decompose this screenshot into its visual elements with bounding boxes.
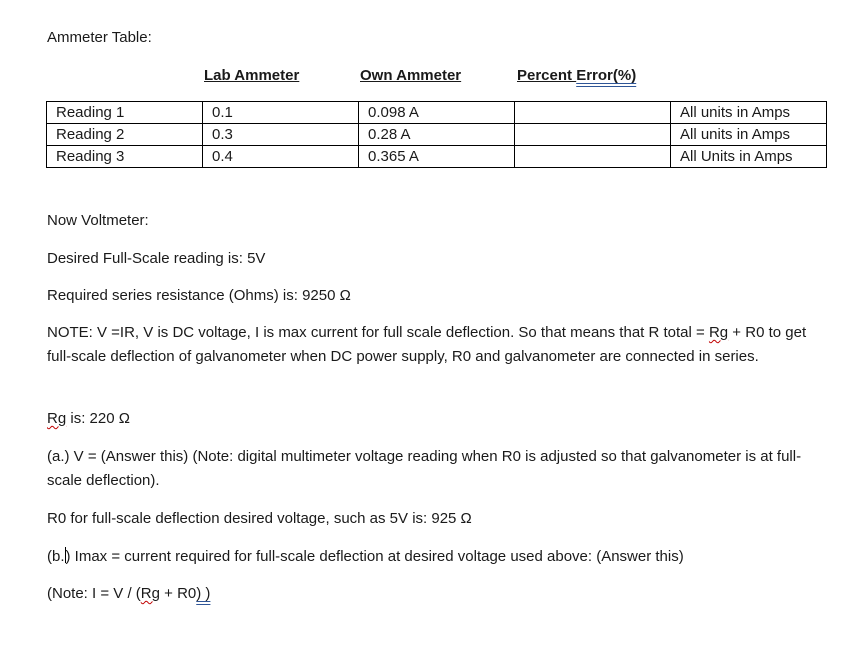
own-value: 0.365 A [359, 146, 515, 168]
row-label: Reading 1 [47, 102, 203, 124]
table-row [47, 124, 827, 146]
units-note: All units in Amps [671, 124, 827, 146]
own-value: 0.098 A [359, 102, 515, 124]
note-text-1: NOTE: V =IR, V is DC voltage, I is max current for full scale deflection. So that means that R total = [47, 324, 709, 341]
header-percent-error [517, 67, 636, 84]
question-b-prefix: (b. [47, 548, 65, 565]
series-resistance: Required series resistance (Ohms) is: 9250 Ω [47, 287, 351, 304]
percent-error-cell[interactable] [515, 102, 671, 124]
voltmeter-title: Now Voltmeter: [47, 212, 149, 229]
percent-error-cell[interactable] [515, 146, 671, 168]
units-note: All Units in Amps [671, 146, 827, 168]
note-formula [47, 585, 210, 602]
question-b-text: ) Imax = current required for full-scale deflection at desired voltage used above: (Answer this) [65, 548, 684, 565]
formula-closing: ) ) [196, 585, 211, 602]
r0-line: R0 for full-scale deflection desired voltage, such as 5V is: 925 Ω [47, 510, 472, 527]
lab-value: 0.3 [203, 124, 359, 146]
formula-text-1: (Note: I = V / ( [47, 585, 141, 602]
desired-full-scale: Desired Full-Scale reading is: 5V [47, 250, 266, 267]
header-own-ammeter: Own Ammeter [360, 67, 462, 84]
rg-line [47, 410, 130, 427]
units-note: All units in Amps [671, 102, 827, 124]
table-row [47, 102, 827, 124]
header-percent-prefix: Percent [517, 67, 577, 84]
header-lab-ammeter: Lab Ammeter [204, 67, 300, 84]
row-label: Reading 3 [47, 146, 203, 168]
formula-rg: Rg [140, 585, 160, 602]
percent-error-cell[interactable] [515, 124, 671, 146]
rg-label: Rg [47, 410, 67, 427]
question-b [47, 547, 684, 565]
ammeter-table [46, 101, 827, 168]
note-paragraph [47, 321, 817, 369]
row-label: Reading 2 [47, 124, 203, 146]
table-row [47, 146, 827, 168]
question-a: (a.) V = (Answer this) (Note: digital multimeter voltage reading when R0 is adjusted so that galvanometer is at full-scale deflection). [47, 448, 802, 489]
note-text-2: + R0 to get full-scale deflection of galvanometer when DC power supply, R0 and galvanometer are connected in series. [47, 324, 807, 365]
header-percent-error-word: Error(%) [576, 67, 637, 84]
rg-value: is: 220 Ω [66, 410, 130, 427]
lab-value: 0.4 [203, 146, 359, 168]
note-rg: Rg [708, 324, 729, 341]
formula-text-2: + R0 [159, 585, 197, 602]
own-value: 0.28 A [359, 124, 515, 146]
ammeter-table-title: Ammeter Table: [47, 29, 152, 46]
lab-value: 0.1 [203, 102, 359, 124]
